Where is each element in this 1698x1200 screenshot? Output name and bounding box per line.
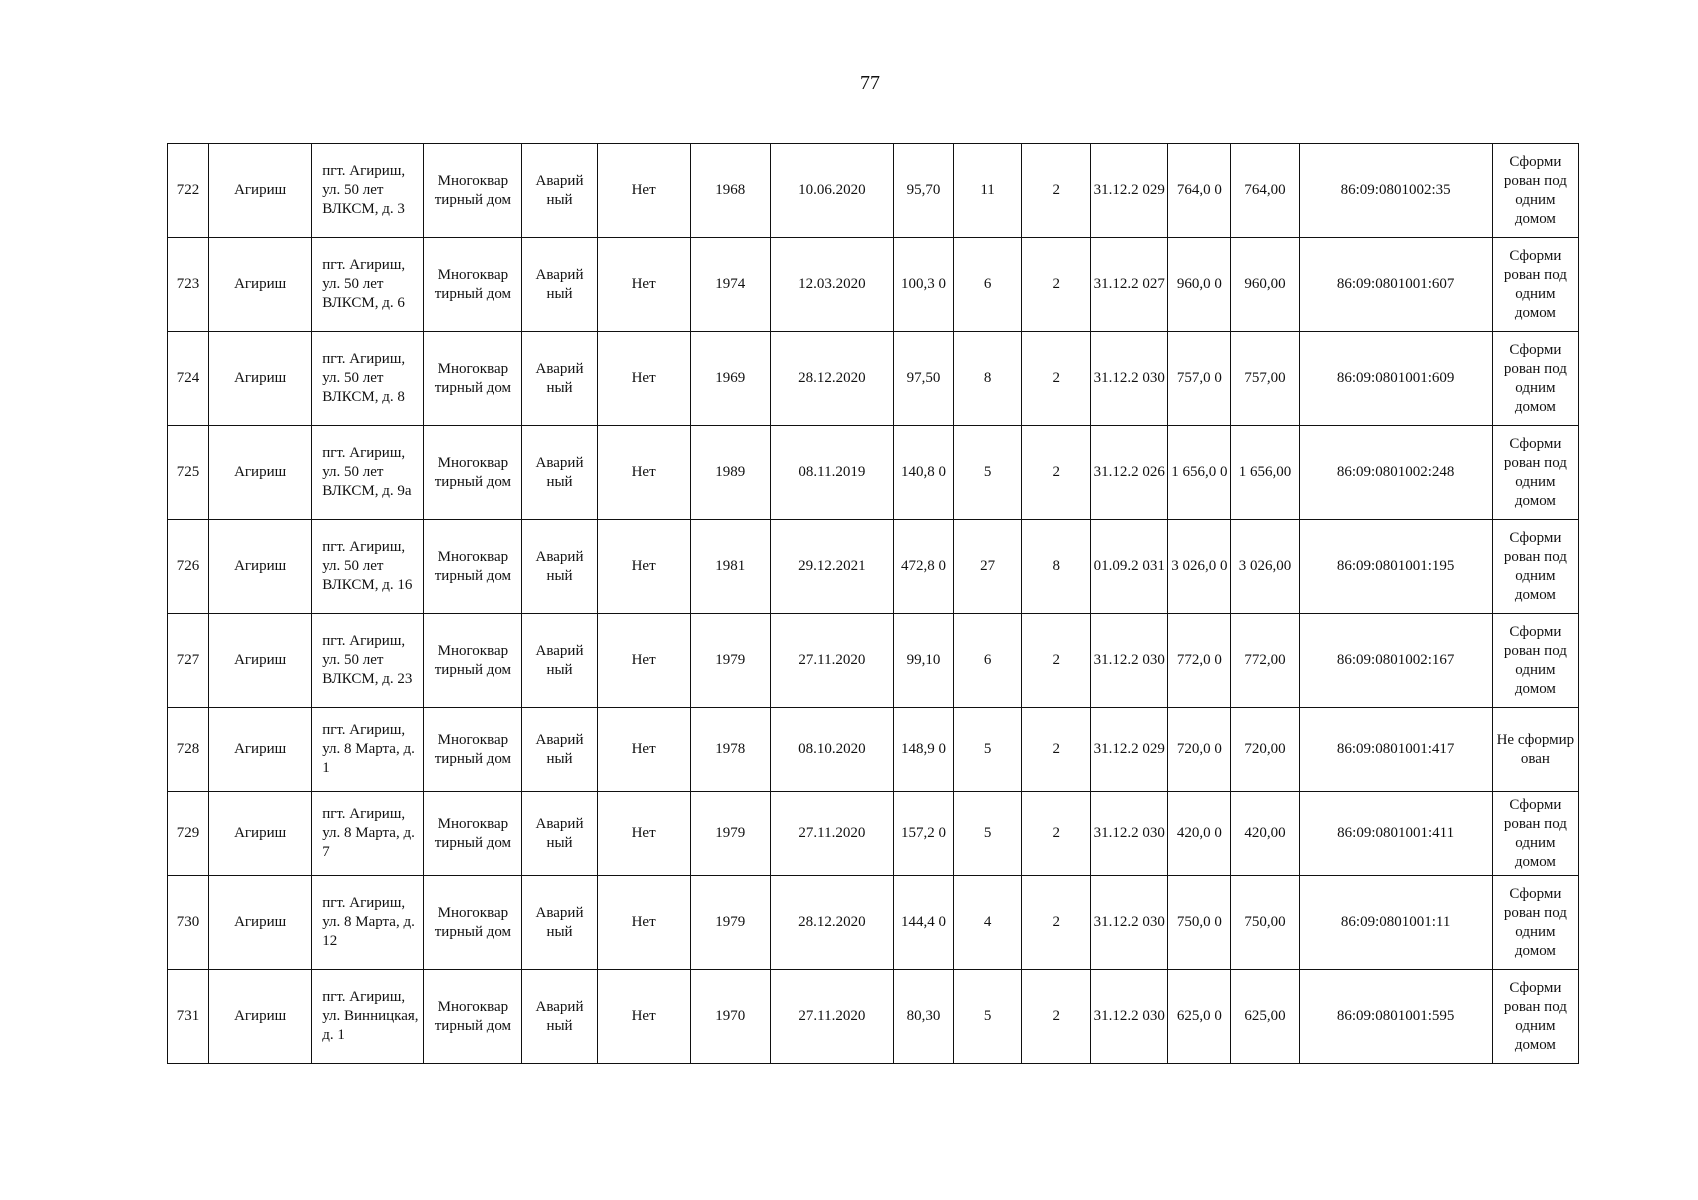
- recognition-date-cell: 12.03.2020: [770, 238, 893, 332]
- area-cell: 100,3 0: [893, 238, 953, 332]
- table-row: [168, 520, 1579, 614]
- municipality-cell: Агириш: [209, 708, 312, 792]
- sum-cell: 772,0 0: [1168, 614, 1231, 708]
- table-row: [168, 426, 1579, 520]
- condition-cell: Аварий ный: [522, 614, 597, 708]
- recognition-date-cell: 08.10.2020: [770, 708, 893, 792]
- sum-cell: 960,0 0: [1168, 238, 1231, 332]
- sum-total-cell: 720,00: [1231, 708, 1299, 792]
- build-year-cell: 1979: [690, 614, 770, 708]
- cadastral-number-cell: 86:09:0801001:607: [1299, 238, 1492, 332]
- house-type-cell: Многоквар тирный дом: [424, 708, 522, 792]
- flag-cell: Нет: [597, 332, 690, 426]
- floors-cell: 2: [1022, 426, 1091, 520]
- deadline-cell: 31.12.2 030: [1091, 876, 1168, 970]
- land-status-cell: Сформи рован под одним домом: [1492, 520, 1578, 614]
- residents-cell: 5: [954, 426, 1022, 520]
- sum-total-cell: 772,00: [1231, 614, 1299, 708]
- housing-registry-table: [167, 143, 1579, 1064]
- floors-cell: 2: [1022, 614, 1091, 708]
- area-cell: 148,9 0: [893, 708, 953, 792]
- municipality-cell: Агириш: [209, 520, 312, 614]
- cadastral-number-cell: 86:09:0801001:11: [1299, 876, 1492, 970]
- row-number-cell: 730: [168, 876, 209, 970]
- condition-cell: Аварий ный: [522, 708, 597, 792]
- sum-cell: 3 026,0 0: [1168, 520, 1231, 614]
- cadastral-number-cell: 86:09:0801002:35: [1299, 144, 1492, 238]
- cadastral-number-cell: 86:09:0801001:411: [1299, 792, 1492, 876]
- deadline-cell: 31.12.2 030: [1091, 332, 1168, 426]
- municipality-cell: Агириш: [209, 426, 312, 520]
- residents-cell: 11: [954, 144, 1022, 238]
- municipality-cell: Агириш: [209, 332, 312, 426]
- build-year-cell: 1979: [690, 792, 770, 876]
- flag-cell: Нет: [597, 876, 690, 970]
- address-cell: пгт. Агириш, ул. 50 лет ВЛКСМ, д. 3: [312, 144, 424, 238]
- land-status-cell: Сформи рован под одним домом: [1492, 614, 1578, 708]
- flag-cell: Нет: [597, 792, 690, 876]
- address-cell: пгт. Агириш, ул. 50 лет ВЛКСМ, д. 23: [312, 614, 424, 708]
- recognition-date-cell: 27.11.2020: [770, 792, 893, 876]
- sum-cell: 764,0 0: [1168, 144, 1231, 238]
- sum-cell: 1 656,0 0: [1168, 426, 1231, 520]
- flag-cell: Нет: [597, 426, 690, 520]
- address-cell: пгт. Агириш, ул. 50 лет ВЛКСМ, д. 16: [312, 520, 424, 614]
- land-status-cell: Сформи рован под одним домом: [1492, 876, 1578, 970]
- cadastral-number-cell: 86:09:0801002:167: [1299, 614, 1492, 708]
- flag-cell: Нет: [597, 970, 690, 1064]
- area-cell: 144,4 0: [893, 876, 953, 970]
- municipality-cell: Агириш: [209, 970, 312, 1064]
- house-type-cell: Многоквар тирный дом: [424, 520, 522, 614]
- registry-body: [168, 144, 1579, 1064]
- recognition-date-cell: 28.12.2020: [770, 876, 893, 970]
- condition-cell: Аварий ный: [522, 520, 597, 614]
- municipality-cell: Агириш: [209, 144, 312, 238]
- deadline-cell: 31.12.2 029: [1091, 708, 1168, 792]
- residents-cell: 4: [954, 876, 1022, 970]
- flag-cell: Нет: [597, 238, 690, 332]
- build-year-cell: 1978: [690, 708, 770, 792]
- floors-cell: 2: [1022, 238, 1091, 332]
- cadastral-number-cell: 86:09:0801001:609: [1299, 332, 1492, 426]
- land-status-cell: Сформи рован под одним домом: [1492, 144, 1578, 238]
- flag-cell: Нет: [597, 708, 690, 792]
- sum-total-cell: 1 656,00: [1231, 426, 1299, 520]
- house-type-cell: Многоквар тирный дом: [424, 144, 522, 238]
- condition-cell: Аварий ный: [522, 792, 597, 876]
- floors-cell: 2: [1022, 970, 1091, 1064]
- municipality-cell: Агириш: [209, 792, 312, 876]
- flag-cell: Нет: [597, 520, 690, 614]
- flag-cell: Нет: [597, 614, 690, 708]
- sum-total-cell: 764,00: [1231, 144, 1299, 238]
- build-year-cell: 1979: [690, 876, 770, 970]
- residents-cell: 5: [954, 792, 1022, 876]
- land-status-cell: Сформи рован под одним домом: [1492, 332, 1578, 426]
- municipality-cell: Агириш: [209, 876, 312, 970]
- page-number: 77: [860, 72, 880, 94]
- area-cell: 140,8 0: [893, 426, 953, 520]
- area-cell: 95,70: [893, 144, 953, 238]
- recognition-date-cell: 27.11.2020: [770, 970, 893, 1064]
- address-cell: пгт. Агириш, ул. Винницкая, д. 1: [312, 970, 424, 1064]
- condition-cell: Аварий ный: [522, 144, 597, 238]
- condition-cell: Аварий ный: [522, 426, 597, 520]
- area-cell: 99,10: [893, 614, 953, 708]
- recognition-date-cell: 29.12.2021: [770, 520, 893, 614]
- cadastral-number-cell: 86:09:0801001:417: [1299, 708, 1492, 792]
- sum-total-cell: 960,00: [1231, 238, 1299, 332]
- recognition-date-cell: 27.11.2020: [770, 614, 893, 708]
- condition-cell: Аварий ный: [522, 876, 597, 970]
- sum-cell: 757,0 0: [1168, 332, 1231, 426]
- deadline-cell: 01.09.2 031: [1091, 520, 1168, 614]
- build-year-cell: 1989: [690, 426, 770, 520]
- land-status-cell: Не сформир ован: [1492, 708, 1578, 792]
- floors-cell: 2: [1022, 332, 1091, 426]
- deadline-cell: 31.12.2 029: [1091, 144, 1168, 238]
- house-type-cell: Многоквар тирный дом: [424, 970, 522, 1064]
- row-number-cell: 731: [168, 970, 209, 1064]
- residents-cell: 6: [954, 238, 1022, 332]
- build-year-cell: 1981: [690, 520, 770, 614]
- deadline-cell: 31.12.2 030: [1091, 970, 1168, 1064]
- address-cell: пгт. Агириш, ул. 8 Марта, д. 12: [312, 876, 424, 970]
- deadline-cell: 31.12.2 030: [1091, 792, 1168, 876]
- area-cell: 80,30: [893, 970, 953, 1064]
- sum-cell: 625,0 0: [1168, 970, 1231, 1064]
- address-cell: пгт. Агириш, ул. 8 Марта, д. 1: [312, 708, 424, 792]
- row-number-cell: 728: [168, 708, 209, 792]
- recognition-date-cell: 08.11.2019: [770, 426, 893, 520]
- floors-cell: 2: [1022, 144, 1091, 238]
- table-row: [168, 614, 1579, 708]
- recognition-date-cell: 10.06.2020: [770, 144, 893, 238]
- floors-cell: 2: [1022, 792, 1091, 876]
- land-status-cell: Сформи рован под одним домом: [1492, 792, 1578, 876]
- house-type-cell: Многоквар тирный дом: [424, 876, 522, 970]
- municipality-cell: Агириш: [209, 238, 312, 332]
- condition-cell: Аварий ный: [522, 332, 597, 426]
- row-number-cell: 729: [168, 792, 209, 876]
- address-cell: пгт. Агириш, ул. 8 Марта, д. 7: [312, 792, 424, 876]
- address-cell: пгт. Агириш, ул. 50 лет ВЛКСМ, д. 6: [312, 238, 424, 332]
- cadastral-number-cell: 86:09:0801001:195: [1299, 520, 1492, 614]
- deadline-cell: 31.12.2 030: [1091, 614, 1168, 708]
- house-type-cell: Многоквар тирный дом: [424, 792, 522, 876]
- sum-cell: 750,0 0: [1168, 876, 1231, 970]
- row-number-cell: 726: [168, 520, 209, 614]
- sum-cell: 720,0 0: [1168, 708, 1231, 792]
- residents-cell: 6: [954, 614, 1022, 708]
- sum-total-cell: 757,00: [1231, 332, 1299, 426]
- land-status-cell: Сформи рован под одним домом: [1492, 426, 1578, 520]
- floors-cell: 8: [1022, 520, 1091, 614]
- municipality-cell: Агириш: [209, 614, 312, 708]
- recognition-date-cell: 28.12.2020: [770, 332, 893, 426]
- table-row: [168, 792, 1579, 876]
- build-year-cell: 1974: [690, 238, 770, 332]
- build-year-cell: 1968: [690, 144, 770, 238]
- cadastral-number-cell: 86:09:0801001:595: [1299, 970, 1492, 1064]
- sum-total-cell: 3 026,00: [1231, 520, 1299, 614]
- area-cell: 157,2 0: [893, 792, 953, 876]
- land-status-cell: Сформи рован под одним домом: [1492, 238, 1578, 332]
- sum-cell: 420,0 0: [1168, 792, 1231, 876]
- residents-cell: 27: [954, 520, 1022, 614]
- address-cell: пгт. Агириш, ул. 50 лет ВЛКСМ, д. 8: [312, 332, 424, 426]
- residents-cell: 8: [954, 332, 1022, 426]
- house-type-cell: Многоквар тирный дом: [424, 614, 522, 708]
- row-number-cell: 723: [168, 238, 209, 332]
- table-row: [168, 332, 1579, 426]
- sum-total-cell: 625,00: [1231, 970, 1299, 1064]
- area-cell: 97,50: [893, 332, 953, 426]
- row-number-cell: 722: [168, 144, 209, 238]
- address-cell: пгт. Агириш, ул. 50 лет ВЛКСМ, д. 9а: [312, 426, 424, 520]
- build-year-cell: 1970: [690, 970, 770, 1064]
- table-row: [168, 238, 1579, 332]
- row-number-cell: 724: [168, 332, 209, 426]
- house-type-cell: Многоквар тирный дом: [424, 426, 522, 520]
- sum-total-cell: 750,00: [1231, 876, 1299, 970]
- table-row: [168, 876, 1579, 970]
- table-row: [168, 708, 1579, 792]
- residents-cell: 5: [954, 708, 1022, 792]
- house-type-cell: Многоквар тирный дом: [424, 332, 522, 426]
- condition-cell: Аварий ный: [522, 238, 597, 332]
- deadline-cell: 31.12.2 026: [1091, 426, 1168, 520]
- cadastral-number-cell: 86:09:0801002:248: [1299, 426, 1492, 520]
- area-cell: 472,8 0: [893, 520, 953, 614]
- flag-cell: Нет: [597, 144, 690, 238]
- house-type-cell: Многоквар тирный дом: [424, 238, 522, 332]
- table-row: [168, 144, 1579, 238]
- row-number-cell: 727: [168, 614, 209, 708]
- floors-cell: 2: [1022, 708, 1091, 792]
- floors-cell: 2: [1022, 876, 1091, 970]
- deadline-cell: 31.12.2 027: [1091, 238, 1168, 332]
- condition-cell: Аварий ный: [522, 970, 597, 1064]
- residents-cell: 5: [954, 970, 1022, 1064]
- land-status-cell: Сформи рован под одним домом: [1492, 970, 1578, 1064]
- row-number-cell: 725: [168, 426, 209, 520]
- table-row: [168, 970, 1579, 1064]
- sum-total-cell: 420,00: [1231, 792, 1299, 876]
- build-year-cell: 1969: [690, 332, 770, 426]
